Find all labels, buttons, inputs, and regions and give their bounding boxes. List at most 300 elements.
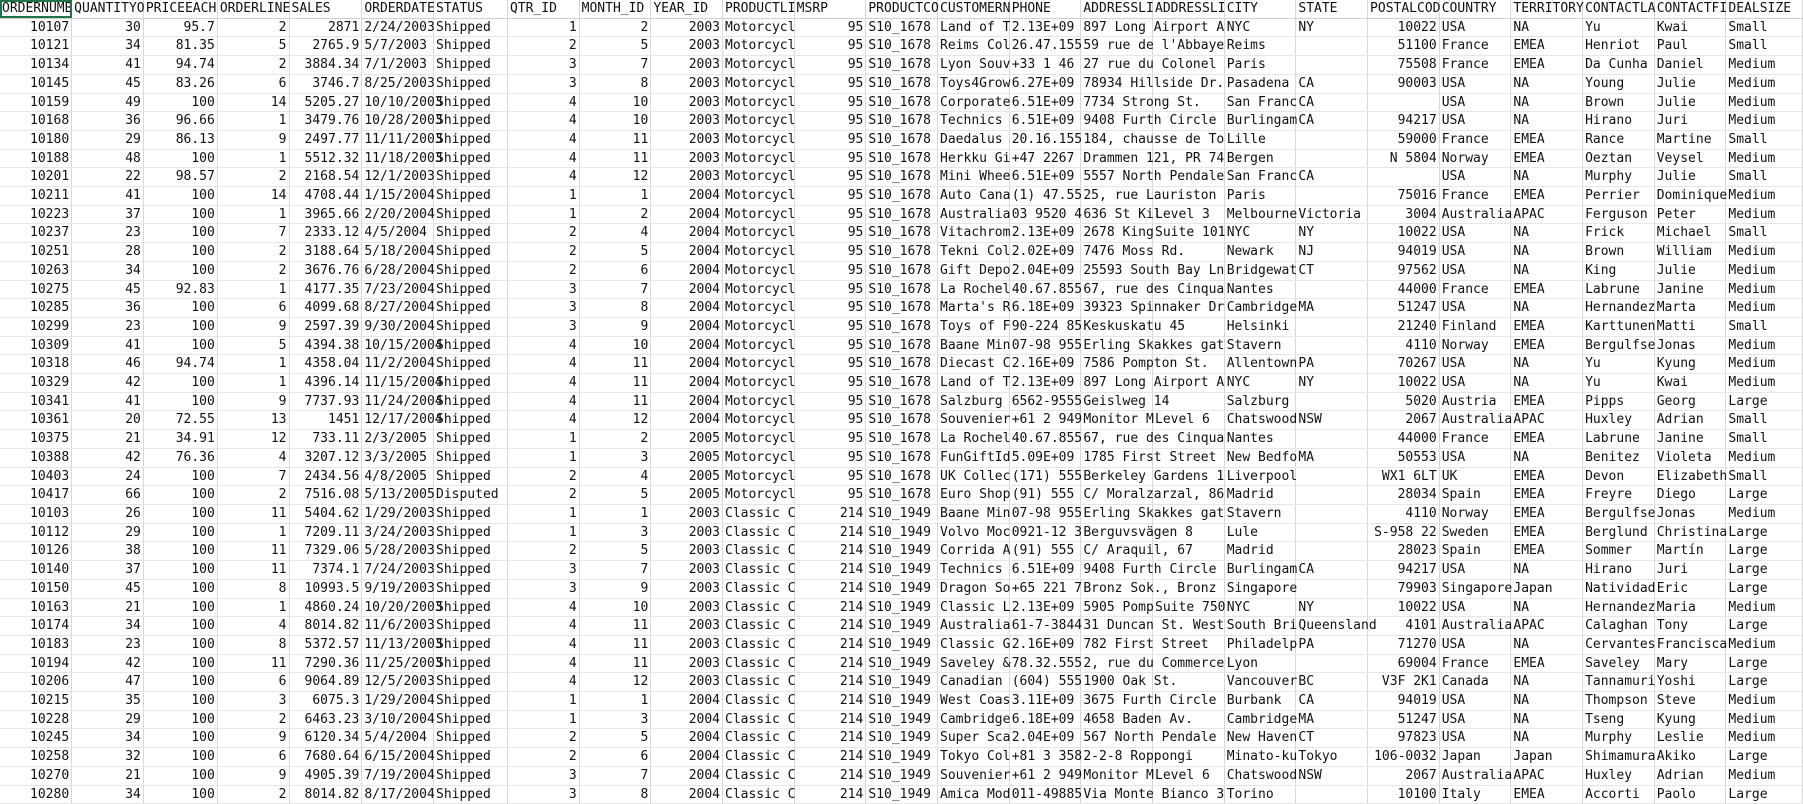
cell-qtr-id[interactable]: 4 <box>507 355 579 374</box>
cell-addressline1[interactable]: 5905 Pomp <box>1081 598 1153 617</box>
cell-contactfirstname[interactable]: Janine <box>1654 430 1726 449</box>
cell-territory[interactable]: EMEA <box>1511 56 1583 75</box>
cell-addressline2[interactable]: Level 3 <box>1153 205 1225 224</box>
cell-status[interactable]: Shipped <box>434 112 508 131</box>
cell-customername[interactable]: Corrida A <box>938 542 1010 561</box>
cell-qtr-id[interactable]: 1 <box>507 448 579 467</box>
cell-addressline1[interactable]: Geislweg 14 <box>1081 392 1153 411</box>
cell-priceeach[interactable]: 100 <box>143 317 217 336</box>
cell-country[interactable]: Austria <box>1439 392 1511 411</box>
header-cell-ordernumber[interactable]: ORDERNUMB <box>0 0 72 18</box>
cell-country[interactable]: USA <box>1439 168 1511 187</box>
cell-qtr-id[interactable]: 1 <box>507 187 579 206</box>
cell-country[interactable]: Norway <box>1439 336 1511 355</box>
cell-territory[interactable]: NA <box>1511 692 1583 711</box>
cell-sales[interactable]: 3884.34 <box>289 56 362 75</box>
cell-territory[interactable]: EMEA <box>1511 542 1583 561</box>
cell-ordernumber[interactable]: 10134 <box>0 56 72 75</box>
cell-orderlinenumber[interactable]: 5 <box>217 336 289 355</box>
cell-status[interactable]: Shipped <box>434 187 508 206</box>
cell-month-id[interactable]: 9 <box>579 317 651 336</box>
cell-qtr-id[interactable]: 2 <box>507 729 579 748</box>
cell-city[interactable]: Singapore <box>1224 579 1296 598</box>
cell-month-id[interactable]: 4 <box>579 467 651 486</box>
cell-dealsize[interactable]: Medium <box>1726 187 1803 206</box>
cell-orderdate[interactable]: 11/2/2004 <box>362 355 434 374</box>
cell-ordernumber[interactable]: 10318 <box>0 355 72 374</box>
cell-qtr-id[interactable]: 4 <box>507 130 579 149</box>
cell-quantityordered[interactable]: 22 <box>72 168 144 187</box>
cell-territory[interactable]: APAC <box>1511 205 1583 224</box>
cell-city[interactable]: Pasadena <box>1224 74 1296 93</box>
cell-ordernumber[interactable]: 10251 <box>0 243 72 262</box>
cell-contactlastname[interactable]: Labrune <box>1583 430 1655 449</box>
cell-status[interactable]: Shipped <box>434 692 508 711</box>
cell-qtr-id[interactable]: 3 <box>507 561 579 580</box>
cell-territory[interactable]: EMEA <box>1511 430 1583 449</box>
cell-customername[interactable]: Tokyo Col <box>938 748 1010 767</box>
cell-orderdate[interactable]: 8/27/2004 <box>362 299 434 318</box>
cell-qtr-id[interactable]: 2 <box>507 748 579 767</box>
cell-territory[interactable]: NA <box>1511 561 1583 580</box>
cell-dealsize[interactable]: Medium <box>1726 56 1803 75</box>
cell-priceeach[interactable]: 96.66 <box>143 112 217 131</box>
cell-territory[interactable]: NA <box>1511 374 1583 393</box>
cell-contactlastname[interactable]: Tseng <box>1583 710 1655 729</box>
cell-country[interactable]: Norway <box>1439 504 1511 523</box>
cell-productline[interactable]: Classic C <box>723 561 795 580</box>
cell-orderdate[interactable]: 5/4/2004 <box>362 729 434 748</box>
cell-quantityordered[interactable]: 42 <box>72 654 144 673</box>
cell-addressline1[interactable]: C/ Moralzarzal, 86 <box>1081 486 1153 505</box>
cell-orderdate[interactable]: 4/8/2005 <box>362 467 434 486</box>
cell-customername[interactable]: Baane Min <box>938 504 1010 523</box>
cell-quantityordered[interactable]: 32 <box>72 748 144 767</box>
cell-orderdate[interactable]: 8/17/2004 <box>362 785 434 804</box>
cell-country[interactable]: Australia <box>1439 617 1511 636</box>
cell-territory[interactable]: EMEA <box>1511 467 1583 486</box>
cell-orderdate[interactable]: 11/13/2003 <box>362 635 434 654</box>
cell-contactfirstname[interactable]: Kwai <box>1654 18 1726 37</box>
cell-contactfirstname[interactable]: Juri <box>1654 112 1726 131</box>
cell-contactlastname[interactable]: Frick <box>1583 224 1655 243</box>
cell-customername[interactable]: UK Collec <box>938 467 1010 486</box>
cell-addressline2[interactable]: Suite 750 <box>1153 598 1225 617</box>
cell-state[interactable]: BC <box>1296 673 1368 692</box>
cell-ordernumber[interactable]: 10145 <box>0 74 72 93</box>
cell-postalcode[interactable]: V3F 2K1 <box>1368 673 1440 692</box>
cell-productline[interactable]: Motorcycl <box>723 93 795 112</box>
cell-year-id[interactable]: 2003 <box>651 635 723 654</box>
cell-year-id[interactable]: 2003 <box>651 504 723 523</box>
header-cell-msrp[interactable]: MSRP <box>794 0 866 18</box>
cell-month-id[interactable]: 11 <box>579 355 651 374</box>
cell-productcode[interactable]: S10_1678 <box>866 93 938 112</box>
cell-orderdate[interactable]: 11/6/2003 <box>362 617 434 636</box>
cell-ordernumber[interactable]: 10275 <box>0 280 72 299</box>
cell-ordernumber[interactable]: 10228 <box>0 710 72 729</box>
cell-sales[interactable]: 4358.04 <box>289 355 362 374</box>
cell-dealsize[interactable]: Large <box>1726 673 1803 692</box>
cell-phone[interactable]: 40.67.855 <box>1009 430 1081 449</box>
cell-territory[interactable]: NA <box>1511 448 1583 467</box>
cell-postalcode[interactable]: 106-0032 <box>1368 748 1440 767</box>
cell-sales[interactable]: 7329.06 <box>289 542 362 561</box>
cell-ordernumber[interactable]: 10188 <box>0 149 72 168</box>
cell-status[interactable]: Shipped <box>434 205 508 224</box>
cell-state[interactable]: CT <box>1296 261 1368 280</box>
cell-state[interactable] <box>1296 336 1368 355</box>
cell-qtr-id[interactable]: 3 <box>507 317 579 336</box>
cell-qtr-id[interactable]: 1 <box>507 18 579 37</box>
cell-state[interactable]: CT <box>1296 729 1368 748</box>
cell-contactfirstname[interactable]: Adrian <box>1654 766 1726 785</box>
cell-year-id[interactable]: 2003 <box>651 149 723 168</box>
cell-orderdate[interactable]: 12/5/2003 <box>362 673 434 692</box>
cell-territory[interactable]: NA <box>1511 729 1583 748</box>
cell-sales[interactable]: 5205.27 <box>289 93 362 112</box>
cell-productcode[interactable]: S10_1949 <box>866 692 938 711</box>
cell-ordernumber[interactable]: 10223 <box>0 205 72 224</box>
cell-postalcode[interactable]: 4110 <box>1368 336 1440 355</box>
cell-state[interactable] <box>1296 280 1368 299</box>
cell-month-id[interactable]: 8 <box>579 299 651 318</box>
cell-priceeach[interactable]: 100 <box>143 523 217 542</box>
cell-customername[interactable]: Euro Shop <box>938 486 1010 505</box>
cell-country[interactable]: USA <box>1439 448 1511 467</box>
cell-priceeach[interactable]: 100 <box>143 392 217 411</box>
cell-orderlinenumber[interactable]: 1 <box>217 280 289 299</box>
cell-sales[interactable]: 7374.1 <box>289 561 362 580</box>
cell-qtr-id[interactable]: 4 <box>507 168 579 187</box>
cell-productline[interactable]: Classic C <box>723 598 795 617</box>
cell-city[interactable]: Chatswood <box>1224 411 1296 430</box>
cell-month-id[interactable]: 8 <box>579 74 651 93</box>
cell-priceeach[interactable]: 34.91 <box>143 430 217 449</box>
cell-productline[interactable]: Motorcycl <box>723 37 795 56</box>
cell-dealsize[interactable]: Large <box>1726 392 1803 411</box>
cell-quantityordered[interactable]: 21 <box>72 430 144 449</box>
cell-state[interactable] <box>1296 785 1368 804</box>
cell-state[interactable] <box>1296 430 1368 449</box>
cell-productcode[interactable]: S10_1949 <box>866 617 938 636</box>
cell-orderlinenumber[interactable]: 8 <box>217 635 289 654</box>
cell-contactlastname[interactable]: King <box>1583 261 1655 280</box>
cell-state[interactable] <box>1296 187 1368 206</box>
cell-dealsize[interactable]: Medium <box>1726 280 1803 299</box>
cell-customername[interactable]: Toys of F <box>938 317 1010 336</box>
cell-orderdate[interactable]: 4/5/2004 <box>362 224 434 243</box>
cell-msrp[interactable]: 214 <box>794 504 866 523</box>
cell-territory[interactable]: EMEA <box>1511 486 1583 505</box>
cell-priceeach[interactable]: 100 <box>143 187 217 206</box>
cell-postalcode[interactable]: 28034 <box>1368 486 1440 505</box>
cell-year-id[interactable]: 2004 <box>651 729 723 748</box>
cell-month-id[interactable]: 10 <box>579 112 651 131</box>
cell-sales[interactable]: 2871 <box>289 18 362 37</box>
cell-quantityordered[interactable]: 34 <box>72 617 144 636</box>
cell-addressline1[interactable]: Berkeley Gardens 1 <box>1081 467 1153 486</box>
cell-customername[interactable]: Mini Whee <box>938 168 1010 187</box>
cell-status[interactable]: Shipped <box>434 430 508 449</box>
cell-country[interactable]: USA <box>1439 74 1511 93</box>
cell-orderlinenumber[interactable]: 6 <box>217 299 289 318</box>
cell-orderdate[interactable]: 8/25/2003 <box>362 74 434 93</box>
cell-contactfirstname[interactable]: Leslie <box>1654 729 1726 748</box>
cell-addressline1[interactable]: 27 rue du Colonel <box>1081 56 1153 75</box>
cell-status[interactable]: Shipped <box>434 355 508 374</box>
cell-orderdate[interactable]: 5/13/2005 <box>362 486 434 505</box>
cell-productcode[interactable]: S10_1949 <box>866 542 938 561</box>
cell-month-id[interactable]: 7 <box>579 56 651 75</box>
cell-status[interactable]: Shipped <box>434 673 508 692</box>
cell-postalcode[interactable]: 51247 <box>1368 710 1440 729</box>
cell-sales[interactable]: 4396.14 <box>289 374 362 393</box>
header-cell-customername[interactable]: CUSTOMERN <box>938 0 1010 18</box>
header-cell-addressline1[interactable]: ADDRESSLI <box>1081 0 1153 18</box>
cell-status[interactable]: Shipped <box>434 299 508 318</box>
cell-quantityordered[interactable]: 41 <box>72 56 144 75</box>
cell-customername[interactable]: Australia <box>938 205 1010 224</box>
cell-productline[interactable]: Classic C <box>723 542 795 561</box>
cell-productcode[interactable]: S10_1678 <box>866 224 938 243</box>
cell-city[interactable]: New Bedfo <box>1224 448 1296 467</box>
cell-country[interactable]: USA <box>1439 93 1511 112</box>
cell-orderlinenumber[interactable]: 6 <box>217 673 289 692</box>
cell-orderdate[interactable]: 5/28/2003 <box>362 542 434 561</box>
cell-sales[interactable]: 9064.89 <box>289 673 362 692</box>
cell-contactfirstname[interactable]: Matti <box>1654 317 1726 336</box>
cell-quantityordered[interactable]: 34 <box>72 37 144 56</box>
cell-contactlastname[interactable]: Accorti <box>1583 785 1655 804</box>
cell-territory[interactable]: APAC <box>1511 411 1583 430</box>
cell-qtr-id[interactable]: 4 <box>507 93 579 112</box>
cell-phone[interactable]: 2.13E+09 <box>1009 18 1081 37</box>
cell-month-id[interactable]: 1 <box>579 692 651 711</box>
cell-addressline1[interactable]: 636 St Kil <box>1081 205 1153 224</box>
cell-priceeach[interactable]: 100 <box>143 467 217 486</box>
cell-year-id[interactable]: 2003 <box>651 130 723 149</box>
cell-customername[interactable]: FunGiftId <box>938 448 1010 467</box>
cell-country[interactable]: USA <box>1439 692 1511 711</box>
cell-productline[interactable]: Classic C <box>723 710 795 729</box>
cell-productcode[interactable]: S10_1678 <box>866 130 938 149</box>
cell-orderlinenumber[interactable]: 2 <box>217 168 289 187</box>
cell-country[interactable]: USA <box>1439 18 1511 37</box>
cell-dealsize[interactable]: Medium <box>1726 74 1803 93</box>
cell-priceeach[interactable]: 100 <box>143 374 217 393</box>
cell-dealsize[interactable]: Small <box>1726 411 1803 430</box>
cell-dealsize[interactable]: Large <box>1726 785 1803 804</box>
cell-productline[interactable]: Motorcycl <box>723 486 795 505</box>
cell-priceeach[interactable]: 100 <box>143 673 217 692</box>
cell-year-id[interactable]: 2003 <box>651 93 723 112</box>
cell-dealsize[interactable]: Medium <box>1726 93 1803 112</box>
cell-dealsize[interactable]: Medium <box>1726 112 1803 131</box>
cell-city[interactable]: Chatswood <box>1224 766 1296 785</box>
cell-year-id[interactable]: 2005 <box>651 448 723 467</box>
cell-productline[interactable]: Motorcycl <box>723 224 795 243</box>
cell-productcode[interactable]: S10_1678 <box>866 336 938 355</box>
cell-customername[interactable]: Reims Col <box>938 37 1010 56</box>
cell-state[interactable]: CA <box>1296 112 1368 131</box>
cell-country[interactable]: USA <box>1439 261 1511 280</box>
cell-state[interactable]: CA <box>1296 168 1368 187</box>
header-cell-productcode[interactable]: PRODUCTCO <box>866 0 938 18</box>
cell-customername[interactable]: Daedalus <box>938 130 1010 149</box>
cell-productline[interactable]: Motorcycl <box>723 392 795 411</box>
cell-sales[interactable]: 5512.32 <box>289 149 362 168</box>
cell-msrp[interactable]: 95 <box>794 336 866 355</box>
cell-month-id[interactable]: 11 <box>579 149 651 168</box>
cell-contactlastname[interactable]: Rance <box>1583 130 1655 149</box>
cell-status[interactable]: Shipped <box>434 467 508 486</box>
cell-productline[interactable]: Motorcycl <box>723 430 795 449</box>
cell-city[interactable]: NYC <box>1224 18 1296 37</box>
cell-status[interactable]: Shipped <box>434 317 508 336</box>
cell-state[interactable] <box>1296 392 1368 411</box>
cell-phone[interactable]: 07-98 955 <box>1009 336 1081 355</box>
cell-orderdate[interactable]: 1/29/2004 <box>362 692 434 711</box>
cell-status[interactable]: Shipped <box>434 56 508 75</box>
cell-city[interactable]: Stavern <box>1224 504 1296 523</box>
cell-postalcode[interactable]: 69004 <box>1368 654 1440 673</box>
header-cell-month-id[interactable]: MONTH_ID <box>579 0 651 18</box>
cell-productcode[interactable]: S10_1949 <box>866 766 938 785</box>
cell-addressline2[interactable]: Level 6 <box>1153 766 1225 785</box>
cell-month-id[interactable]: 11 <box>579 635 651 654</box>
cell-territory[interactable]: EMEA <box>1511 392 1583 411</box>
cell-sales[interactable]: 2597.39 <box>289 317 362 336</box>
cell-territory[interactable]: EMEA <box>1511 523 1583 542</box>
cell-phone[interactable]: (1) 47.55 <box>1009 187 1081 206</box>
cell-phone[interactable]: +81 3 358 <box>1009 748 1081 767</box>
cell-country[interactable]: UK <box>1439 467 1511 486</box>
cell-priceeach[interactable]: 100 <box>143 692 217 711</box>
cell-productline[interactable]: Motorcycl <box>723 261 795 280</box>
cell-ordernumber[interactable]: 10270 <box>0 766 72 785</box>
cell-phone[interactable]: +61 2 949 <box>1009 766 1081 785</box>
header-cell-sales[interactable]: SALES <box>289 0 362 18</box>
cell-msrp[interactable]: 95 <box>794 355 866 374</box>
cell-contactfirstname[interactable]: Kyung <box>1654 355 1726 374</box>
cell-postalcode[interactable]: 70267 <box>1368 355 1440 374</box>
header-cell-addressline2[interactable]: ADDRESSLI <box>1153 0 1225 18</box>
cell-priceeach[interactable]: 100 <box>143 504 217 523</box>
cell-quantityordered[interactable]: 24 <box>72 467 144 486</box>
cell-msrp[interactable]: 95 <box>794 430 866 449</box>
cell-territory[interactable]: NA <box>1511 93 1583 112</box>
cell-contactlastname[interactable]: Karttunen <box>1583 317 1655 336</box>
cell-country[interactable]: USA <box>1439 561 1511 580</box>
cell-year-id[interactable]: 2003 <box>651 542 723 561</box>
cell-country[interactable]: USA <box>1439 112 1511 131</box>
cell-orderdate[interactable]: 7/24/2003 <box>362 561 434 580</box>
cell-msrp[interactable]: 214 <box>794 523 866 542</box>
cell-contactfirstname[interactable]: Veysel <box>1654 149 1726 168</box>
cell-state[interactable]: CA <box>1296 74 1368 93</box>
cell-customername[interactable]: Souvenier <box>938 411 1010 430</box>
cell-ordernumber[interactable]: 10180 <box>0 130 72 149</box>
cell-month-id[interactable]: 7 <box>579 280 651 299</box>
cell-contactfirstname[interactable]: Paul <box>1654 37 1726 56</box>
cell-dealsize[interactable]: Medium <box>1726 336 1803 355</box>
cell-ordernumber[interactable]: 10263 <box>0 261 72 280</box>
cell-priceeach[interactable]: 100 <box>143 748 217 767</box>
cell-phone[interactable]: 90-224 85 <box>1009 317 1081 336</box>
cell-territory[interactable]: Japan <box>1511 748 1583 767</box>
cell-phone[interactable]: 6562-9555 <box>1009 392 1081 411</box>
cell-productline[interactable]: Classic C <box>723 692 795 711</box>
cell-state[interactable]: PA <box>1296 355 1368 374</box>
cell-dealsize[interactable]: Medium <box>1726 374 1803 393</box>
cell-customername[interactable]: Super Sca <box>938 729 1010 748</box>
cell-customername[interactable]: Amica Mod <box>938 785 1010 804</box>
cell-msrp[interactable]: 95 <box>794 74 866 93</box>
cell-territory[interactable]: NA <box>1511 18 1583 37</box>
cell-productcode[interactable]: S10_1949 <box>866 729 938 748</box>
cell-month-id[interactable]: 3 <box>579 448 651 467</box>
cell-contactlastname[interactable]: Hernandez <box>1583 299 1655 318</box>
cell-sales[interactable]: 4099.68 <box>289 299 362 318</box>
cell-productline[interactable]: Motorcycl <box>723 448 795 467</box>
cell-customername[interactable]: Land of T <box>938 374 1010 393</box>
cell-qtr-id[interactable]: 1 <box>507 692 579 711</box>
cell-quantityordered[interactable]: 34 <box>72 261 144 280</box>
cell-contactfirstname[interactable]: Adrian <box>1654 411 1726 430</box>
cell-priceeach[interactable]: 100 <box>143 542 217 561</box>
cell-month-id[interactable]: 5 <box>579 542 651 561</box>
cell-state[interactable]: NY <box>1296 374 1368 393</box>
cell-year-id[interactable]: 2004 <box>651 187 723 206</box>
cell-ordernumber[interactable]: 10126 <box>0 542 72 561</box>
cell-addressline1[interactable]: 897 Long Airport A <box>1081 18 1153 37</box>
cell-orderlinenumber[interactable]: 11 <box>217 504 289 523</box>
cell-customername[interactable]: Dragon So <box>938 579 1010 598</box>
cell-month-id[interactable]: 5 <box>579 729 651 748</box>
cell-month-id[interactable]: 2 <box>579 205 651 224</box>
cell-dealsize[interactable]: Medium <box>1726 598 1803 617</box>
cell-quantityordered[interactable]: 37 <box>72 561 144 580</box>
cell-priceeach[interactable]: 100 <box>143 785 217 804</box>
cell-ordernumber[interactable]: 10361 <box>0 411 72 430</box>
cell-country[interactable]: France <box>1439 130 1511 149</box>
cell-status[interactable]: Shipped <box>434 561 508 580</box>
cell-sales[interactable]: 4394.38 <box>289 336 362 355</box>
cell-ordernumber[interactable]: 10140 <box>0 561 72 580</box>
cell-ordernumber[interactable]: 10329 <box>0 374 72 393</box>
cell-msrp[interactable]: 95 <box>794 261 866 280</box>
cell-orderdate[interactable]: 11/24/2004 <box>362 392 434 411</box>
cell-state[interactable]: Tokyo <box>1296 748 1368 767</box>
cell-status[interactable]: Shipped <box>434 748 508 767</box>
cell-quantityordered[interactable]: 48 <box>72 149 144 168</box>
cell-contactlastname[interactable]: Yu <box>1583 355 1655 374</box>
cell-territory[interactable]: NA <box>1511 355 1583 374</box>
cell-territory[interactable]: NA <box>1511 635 1583 654</box>
header-cell-phone[interactable]: PHONE <box>1009 0 1081 18</box>
cell-city[interactable]: NYC <box>1224 598 1296 617</box>
cell-territory[interactable]: NA <box>1511 598 1583 617</box>
cell-country[interactable]: Spain <box>1439 542 1511 561</box>
cell-priceeach[interactable]: 92.83 <box>143 280 217 299</box>
cell-orderlinenumber[interactable]: 7 <box>217 224 289 243</box>
cell-contactfirstname[interactable]: Daniel <box>1654 56 1726 75</box>
cell-orderlinenumber[interactable]: 1 <box>217 374 289 393</box>
cell-sales[interactable]: 10993.5 <box>289 579 362 598</box>
cell-addressline1[interactable]: 31 Duncan St. West <box>1081 617 1153 636</box>
header-cell-productline[interactable]: PRODUCTLI <box>723 0 795 18</box>
